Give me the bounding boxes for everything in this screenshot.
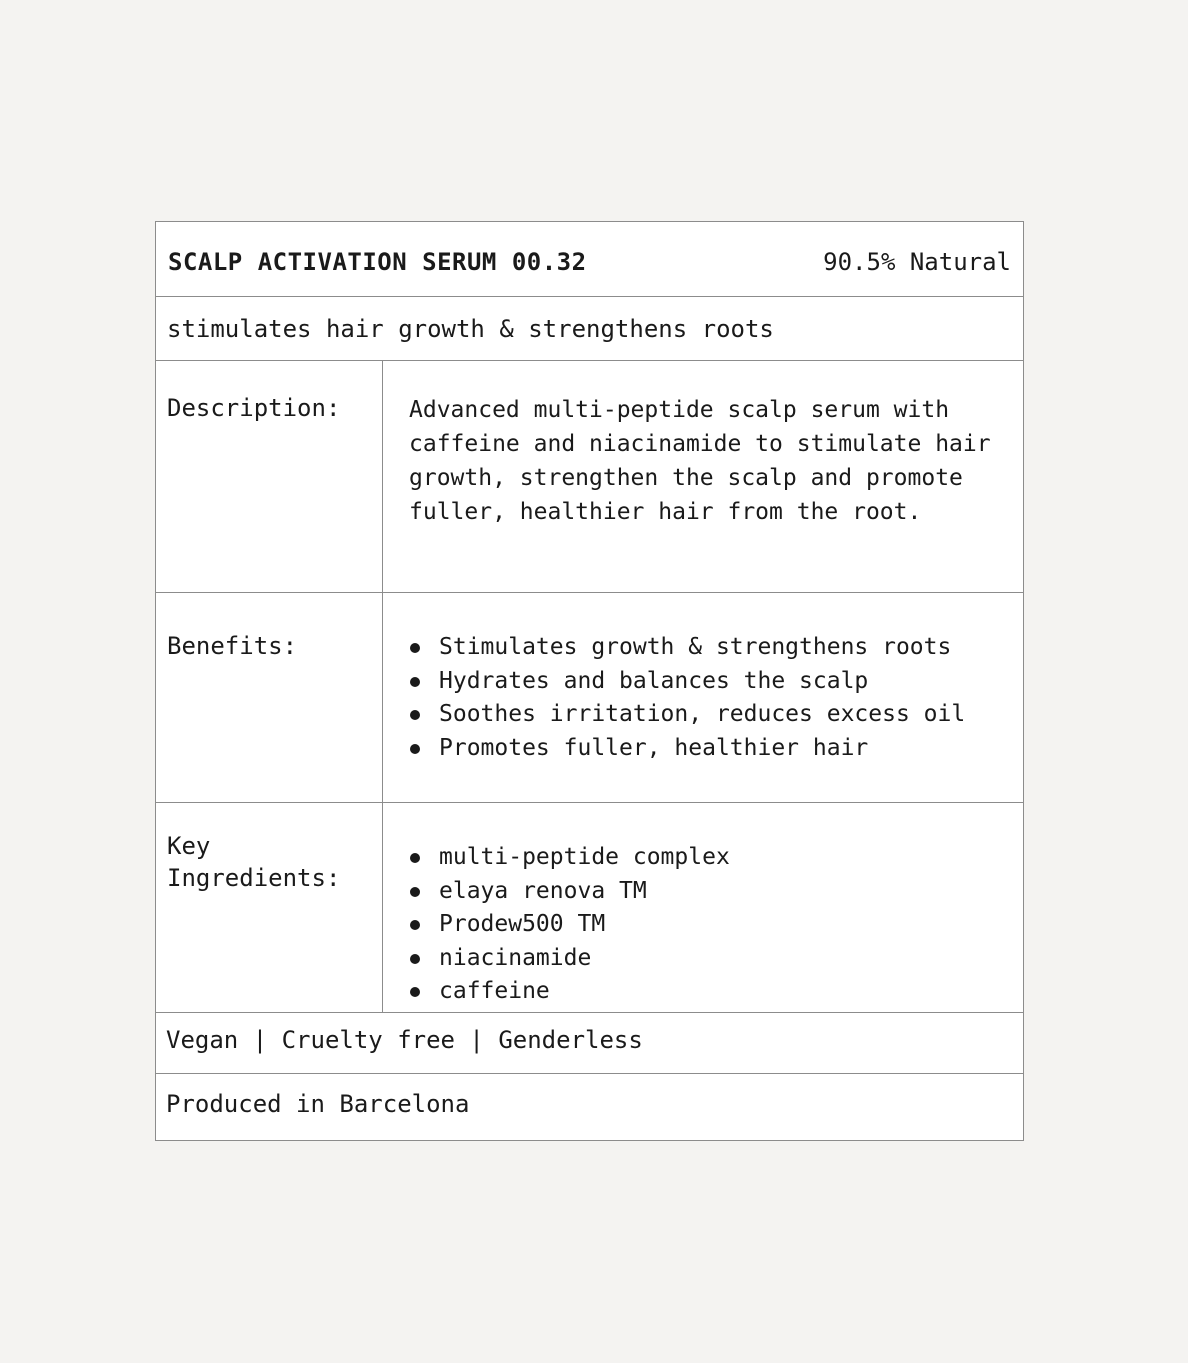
ingredient-text: Prodew500 TM bbox=[439, 911, 606, 938]
bullet-icon bbox=[410, 887, 420, 897]
bullet-icon bbox=[410, 710, 420, 720]
ingredient-text: multi-peptide complex bbox=[439, 844, 730, 870]
ingredient-text: niacinamide bbox=[439, 944, 592, 971]
bullet-icon bbox=[410, 643, 420, 653]
column-divider bbox=[382, 593, 383, 802]
label-header-row bbox=[156, 222, 1023, 297]
ingredients-label: Key Ingredients: bbox=[167, 832, 341, 892]
description-label: Description: bbox=[167, 394, 341, 422]
bullet-icon bbox=[410, 954, 420, 964]
column-divider bbox=[382, 803, 383, 1012]
column-divider bbox=[382, 361, 383, 592]
benefit-text: Promotes fuller, healthier hair bbox=[439, 734, 869, 761]
list-item bbox=[409, 732, 965, 766]
description-text: Advanced multi-peptide scalp serum with caffeine and niacinamide to stimulate hair growth, strengthen the scalp and promote fuller, healthier hair from the root. bbox=[409, 397, 991, 525]
product-label-card bbox=[155, 221, 1024, 1141]
ingredients-list bbox=[409, 841, 730, 1009]
benefit-text: Soothes irritation, reduces excess oil bbox=[439, 701, 966, 728]
ingredients-row bbox=[156, 803, 1023, 1013]
benefits-row bbox=[156, 593, 1023, 803]
list-item bbox=[409, 665, 965, 699]
list-item bbox=[409, 975, 730, 1009]
natural-percentage: 90.5% Natural bbox=[823, 248, 1011, 276]
benefits-list bbox=[409, 631, 965, 765]
list-item bbox=[409, 875, 730, 909]
bullet-icon bbox=[410, 744, 420, 754]
product-attributes: Vegan | Cruelty free | Genderless bbox=[166, 1026, 643, 1054]
ingredient-text: elaya renova TM bbox=[439, 877, 647, 904]
attributes-row bbox=[156, 1013, 1023, 1074]
bullet-icon bbox=[410, 987, 420, 997]
benefit-text: Stimulates growth & strengthens roots bbox=[439, 634, 952, 660]
origin-row bbox=[156, 1074, 1023, 1141]
tagline-row bbox=[156, 297, 1023, 361]
benefits-label: Benefits: bbox=[167, 632, 298, 660]
list-item bbox=[409, 631, 965, 665]
production-origin: Produced in Barcelona bbox=[166, 1090, 470, 1118]
list-item bbox=[409, 841, 730, 875]
bullet-icon bbox=[410, 920, 420, 930]
benefit-text: Hydrates and balances the scalp bbox=[439, 667, 869, 694]
list-item bbox=[409, 908, 730, 942]
list-item bbox=[409, 698, 965, 732]
bullet-icon bbox=[410, 853, 420, 863]
ingredient-text: caffeine bbox=[439, 978, 550, 1005]
list-item bbox=[409, 942, 730, 976]
bullet-icon bbox=[410, 677, 420, 687]
product-tagline: stimulates hair growth & strengthens roots bbox=[167, 315, 774, 343]
product-name: SCALP ACTIVATION SERUM 00.32 bbox=[168, 248, 587, 276]
description-row bbox=[156, 361, 1023, 593]
